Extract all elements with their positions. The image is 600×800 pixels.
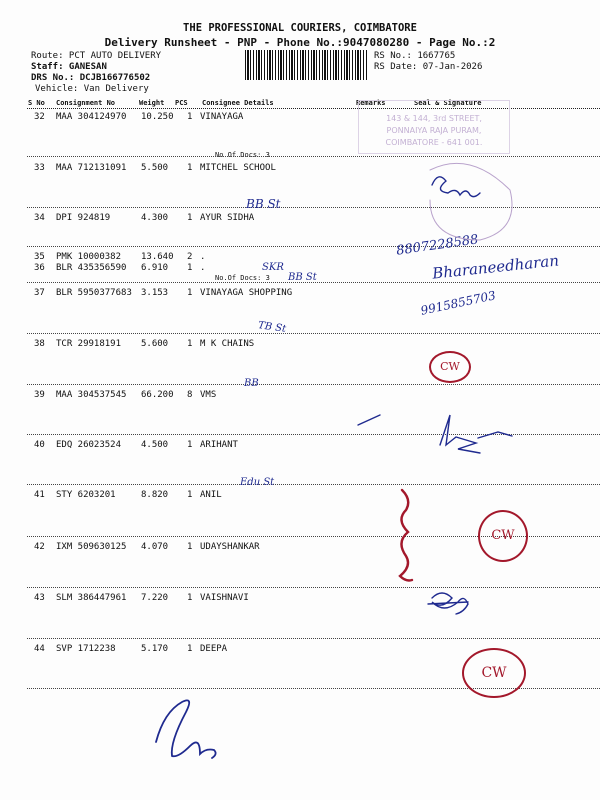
cell-weight: 66.200	[141, 390, 174, 400]
cell-consignment: MAA 304537545	[56, 390, 127, 400]
cell-sno: 44	[34, 644, 45, 654]
signature-33-stamp	[430, 163, 512, 240]
cell-sno: 36	[34, 263, 45, 273]
cell-sno: 41	[34, 490, 45, 500]
cell-weight: 5.600	[141, 339, 169, 349]
cell-sno: 33	[34, 163, 45, 173]
handwritten-skr: SKR	[262, 262, 284, 273]
cell-consignee: M K CHAINS	[200, 339, 255, 349]
cell-consignment: MAA 304124970	[56, 112, 127, 122]
cell-weight: 3.153	[141, 288, 169, 298]
cell-consignee: VINAYAGA SHOPPING	[200, 288, 293, 298]
cell-pcs: 1	[187, 644, 193, 654]
cell-weight: 6.910	[141, 263, 169, 273]
cell-pcs: 1	[187, 339, 193, 349]
signature-40	[440, 415, 480, 453]
signature-39-tick	[358, 415, 380, 425]
cell-sno: 38	[34, 339, 45, 349]
handwritten-tb-st: TB St	[257, 320, 287, 335]
cell-pcs: 1	[187, 213, 193, 223]
cell-consignee: .	[200, 252, 206, 262]
rs-date: RS Date: 07-Jan-2026	[374, 62, 483, 72]
cell-weight: 4.300	[141, 213, 169, 223]
col-remarks: Remarks	[356, 99, 386, 107]
cell-pcs: 1	[187, 440, 193, 450]
stamp-line-2: PONNAIYA RAJA PURAM,	[386, 126, 482, 135]
handwritten-bb: BB	[244, 378, 259, 389]
handwritten-bb-st: BB St	[246, 197, 281, 211]
cell-pcs: 1	[187, 288, 193, 298]
route-label: Route: PCT AUTO DELIVERY	[31, 51, 162, 61]
col-sno: S No	[28, 99, 45, 107]
cell-consignee: ARIHANT	[200, 440, 238, 450]
drs-label: DRS No.: DCJB166776502	[31, 73, 151, 83]
cell-consignee: VINAYAGA	[200, 112, 244, 122]
cell-pcs: 1	[187, 112, 193, 122]
cell-weight: 8.820	[141, 490, 169, 500]
company-title: THE PROFESSIONAL COURIERS, COIMBATORE	[183, 22, 417, 34]
col-consignee: Consignee Details	[202, 99, 274, 107]
handwritten-phone-2: 9915855703	[419, 288, 497, 318]
cell-sno: 40	[34, 440, 45, 450]
cell-consignee: VAISHNAVI	[200, 593, 249, 603]
cw-mark-1: CW	[429, 351, 471, 383]
cell-pcs: 8	[187, 390, 193, 400]
cell-consignee: AYUR SIDHA	[200, 213, 255, 223]
cell-weight: 5.500	[141, 163, 169, 173]
handwritten-bb-st-2: BB St	[288, 272, 317, 283]
cell-consignee: DEEPA	[200, 644, 228, 654]
cell-weight: 7.220	[141, 593, 169, 603]
cell-pcs: 1	[187, 593, 193, 603]
cell-consignment: IXM 509630125	[56, 542, 127, 552]
cell-sno: 35	[34, 252, 45, 262]
cell-weight: 10.250	[141, 112, 174, 122]
cell-sno: 37	[34, 288, 45, 298]
stamp-line-1: 143 & 144, 3rd STREET,	[386, 114, 482, 123]
staff-label: Staff: GANESAN	[31, 62, 107, 72]
cell-sno: 43	[34, 593, 45, 603]
red-brace	[400, 490, 412, 581]
cell-consignment: BLR 5950377683	[56, 288, 132, 298]
rs-number: RS No.: 1667765	[374, 51, 456, 61]
cell-consignment: STY 6203201	[56, 490, 116, 500]
handwritten-edu-st: Edu St	[240, 477, 275, 488]
signature-43-strike	[428, 602, 468, 604]
cell-consignee: ANIL	[200, 490, 222, 500]
cell-consignment: SVP 1712238	[56, 644, 116, 654]
cell-sno: 32	[34, 112, 45, 122]
cell-weight: 13.640	[141, 252, 174, 262]
cell-consignment: DPI 924819	[56, 213, 111, 223]
col-consignment: Consignment No	[56, 99, 116, 107]
col-weight: Weight	[139, 99, 165, 107]
cell-sno: 34	[34, 213, 45, 223]
cell-pcs: 1	[187, 163, 193, 173]
cell-consignment: TCR 29918191	[56, 339, 122, 349]
cell-pcs: 1	[187, 263, 193, 273]
cell-pcs: 1	[187, 490, 193, 500]
cell-pcs: 2	[187, 252, 193, 262]
cell-weight: 5.170	[141, 644, 169, 654]
cell-sno: 42	[34, 542, 45, 552]
signature-footer	[156, 700, 216, 758]
stamp-line-3: COIMBATORE - 641 001.	[385, 138, 483, 147]
cw-mark-2: CW	[478, 510, 528, 562]
runsheet-subtitle: Delivery Runsheet - PNP - Phone No.:9047080280 - Page No.:2	[104, 36, 496, 49]
handwritten-phone-1: 8807228588	[395, 232, 480, 259]
docs-count: No.Of Docs: 3	[215, 274, 270, 282]
docs-count: No.Of Docs: 3	[215, 151, 270, 159]
cell-consignee: .	[200, 263, 206, 273]
handwritten-name: Bharaneedharan	[431, 251, 560, 283]
cell-consignee: MITCHEL SCHOOL	[200, 163, 276, 173]
vehicle-label: Vehicle: Van Delivery	[35, 84, 149, 94]
signature-40-tick	[478, 432, 512, 438]
cell-weight: 4.500	[141, 440, 169, 450]
cell-consignment: SLM 386447961	[56, 593, 127, 603]
col-pcs: PCS	[175, 99, 188, 107]
cell-consignee: UDAYSHANKAR	[200, 542, 260, 552]
cell-weight: 4.070	[141, 542, 169, 552]
cell-consignment: BLR 435356590	[56, 263, 127, 273]
cell-pcs: 1	[187, 542, 193, 552]
signature-33	[432, 177, 480, 197]
col-seal-signature: Seal & Signature	[414, 99, 482, 107]
cw-mark-3: CW	[462, 648, 526, 698]
cell-consignee: VMS	[200, 390, 217, 400]
cell-sno: 39	[34, 390, 45, 400]
cell-consignment: PMK 10000382	[56, 252, 122, 262]
cell-consignment: MAA 712131091	[56, 163, 127, 173]
cell-consignment: EDQ 26023524	[56, 440, 122, 450]
